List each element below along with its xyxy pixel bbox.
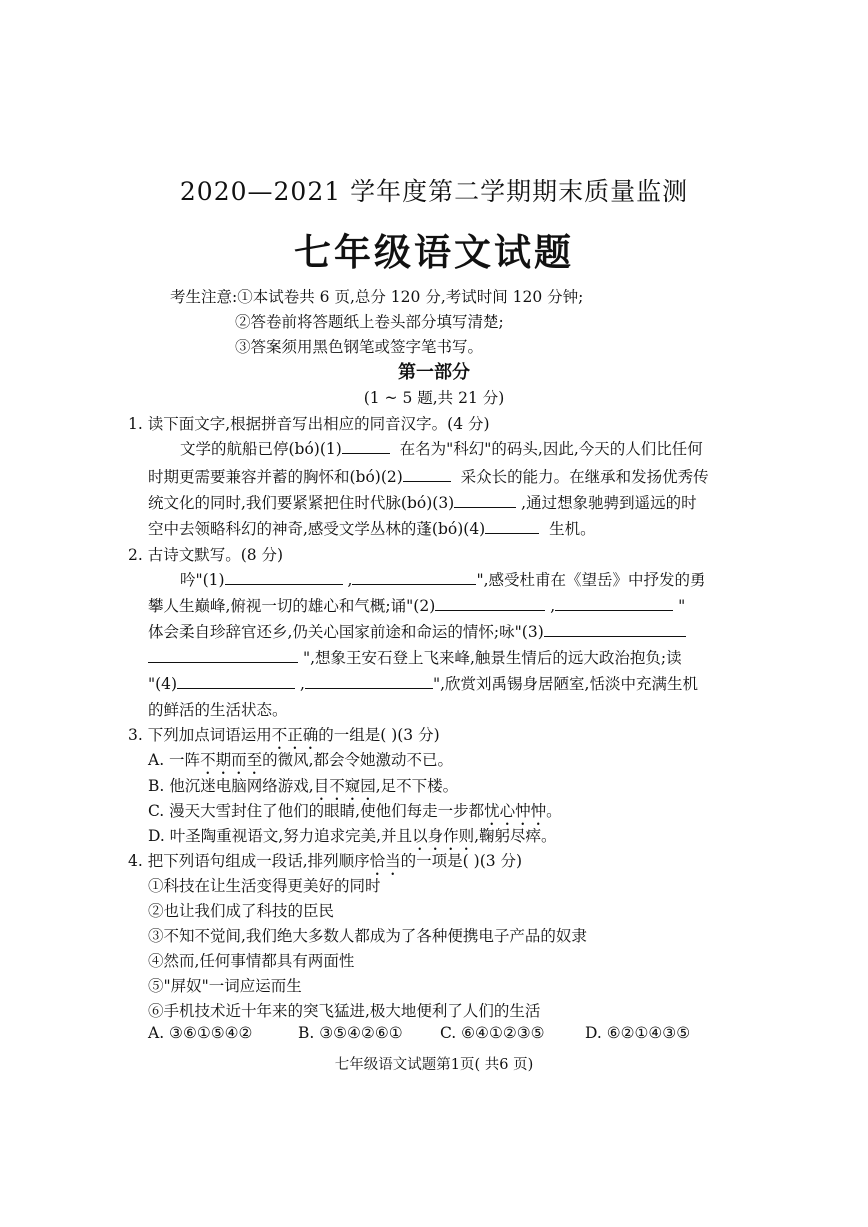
question-4-stem: 4. 把下列语句组成一段话,排列顺序恰当的一项是( )(3 分): [128, 852, 523, 870]
answer-blank[interactable]: [403, 467, 451, 482]
question-2-line: 吟"(1) , ",感受杜甫在《望岳》中抒发的勇: [180, 571, 706, 589]
option-c[interactable]: C. ⑥④①②③⑤: [440, 1024, 545, 1042]
notice-item: ③答案须用黑色钢笔或签字笔书写。: [235, 338, 484, 356]
question-2-line: 的鲜活的生活状态。: [148, 701, 288, 719]
answer-blank[interactable]: [225, 570, 343, 585]
page-footer: 七年级语文试题第1页( 共6 页): [334, 1057, 534, 1073]
answer-blank[interactable]: [555, 596, 673, 611]
answer-blank[interactable]: [352, 570, 476, 585]
option-c[interactable]: C. 漫天大雪封住了他们的眼睛,使他们每走一步都忧心忡忡。: [148, 802, 562, 820]
question-1-stem: 1. 读下面文字,根据拼音写出相应的同音汉字。(4 分): [128, 415, 490, 433]
answer-blank[interactable]: [148, 648, 298, 663]
question-2-line: 体会柔自珍辞官还乡,仍关心国家前途和命运的情怀;咏"(3): [148, 620, 686, 642]
option-d[interactable]: D. 叶圣陶重视语文,努力追求完美,并且以身作则,鞠躬尽瘁。: [148, 827, 557, 845]
question-2-line: 攀人生巅峰,俯视一切的雄心和气概;诵"(2) , ": [148, 597, 686, 615]
sentence-item: ①科技在让生活变得更美好的同时: [148, 877, 381, 895]
sentence-item: ⑤"屏奴"一词应运而生: [148, 977, 302, 995]
sentence-item: ②也让我们成了科技的臣民: [148, 902, 335, 920]
part-title: 第一部分: [398, 362, 470, 383]
question-1-line: 时期更需要兼容并蓄的胸怀和(bó)(2) 采众长的能力。在继承和发扬优秀传: [148, 468, 709, 486]
option-a[interactable]: A. ③⑥①⑤④②: [148, 1024, 253, 1042]
option-b[interactable]: B. ③⑤④②⑥①: [298, 1024, 403, 1042]
exam-subject: 七年级语文试题: [294, 230, 574, 274]
option-a[interactable]: A. 一阵不期而至的微风,都会令她激动不已。: [148, 751, 454, 769]
exam-title: 2020—2021 学年度第二学期期末质量监测: [179, 177, 689, 206]
notice-line-1: [170, 285, 583, 307]
sentence-item: ③不知不觉间,我们绝大多数人都成为了各种便携电子产品的奴隶: [148, 927, 587, 945]
notice-item: ②答卷前将答题纸上卷头部分填写清楚;: [235, 313, 504, 331]
option-b[interactable]: B. 他沉迷电脑网络游戏,目不窥园,足不下楼。: [148, 777, 459, 795]
notice-label: 考生注意:: [170, 288, 238, 306]
answer-blank[interactable]: [485, 519, 539, 534]
question-2-stem: 2. 古诗文默写。(8 分): [128, 546, 284, 564]
answer-blank[interactable]: [177, 674, 295, 689]
part-range: (1 ~ 5 题,共 21 分): [363, 389, 505, 407]
answer-blank[interactable]: [435, 596, 545, 611]
answer-blank[interactable]: [544, 622, 686, 637]
question-2-line: "(4) , ",欣赏刘禹锡身居陋室,恬淡中充满生机: [148, 675, 698, 693]
question-2-line: ",想象王安石登上飞来峰,触景生情后的远大政治抱负;读: [148, 646, 682, 668]
sentence-item: ④然而,任何事情都具有两面性: [148, 952, 355, 970]
option-d[interactable]: D. ⑥②①④③⑤: [585, 1024, 691, 1042]
answer-blank[interactable]: [342, 439, 390, 454]
notice-item: ①本试卷共 6 页,总分 120 分,考试时间 120 分钟;: [237, 288, 584, 306]
answer-blank[interactable]: [305, 674, 433, 689]
question-1-line: 统文化的同时,我们要紧紧把住时代脉(bó)(3) ,通过想象驰骋到遥远的时: [148, 494, 697, 512]
answer-blank[interactable]: [454, 493, 516, 508]
sentence-item: ⑥手机技术近十年来的突飞猛进,极大地便利了人们的生活: [148, 1002, 541, 1020]
question-3-stem: 3. 下列加点词语运用不正确的一组是( )(3 分): [128, 726, 440, 744]
question-1-line: 文学的航船已停(bó)(1) 在名为"科幻"的码头,因此,今天的人们比任何: [180, 440, 703, 458]
question-1-line: 空中去领略科幻的神奇,感受文学丛林的蓬(bó)(4) 生机。: [148, 520, 596, 538]
